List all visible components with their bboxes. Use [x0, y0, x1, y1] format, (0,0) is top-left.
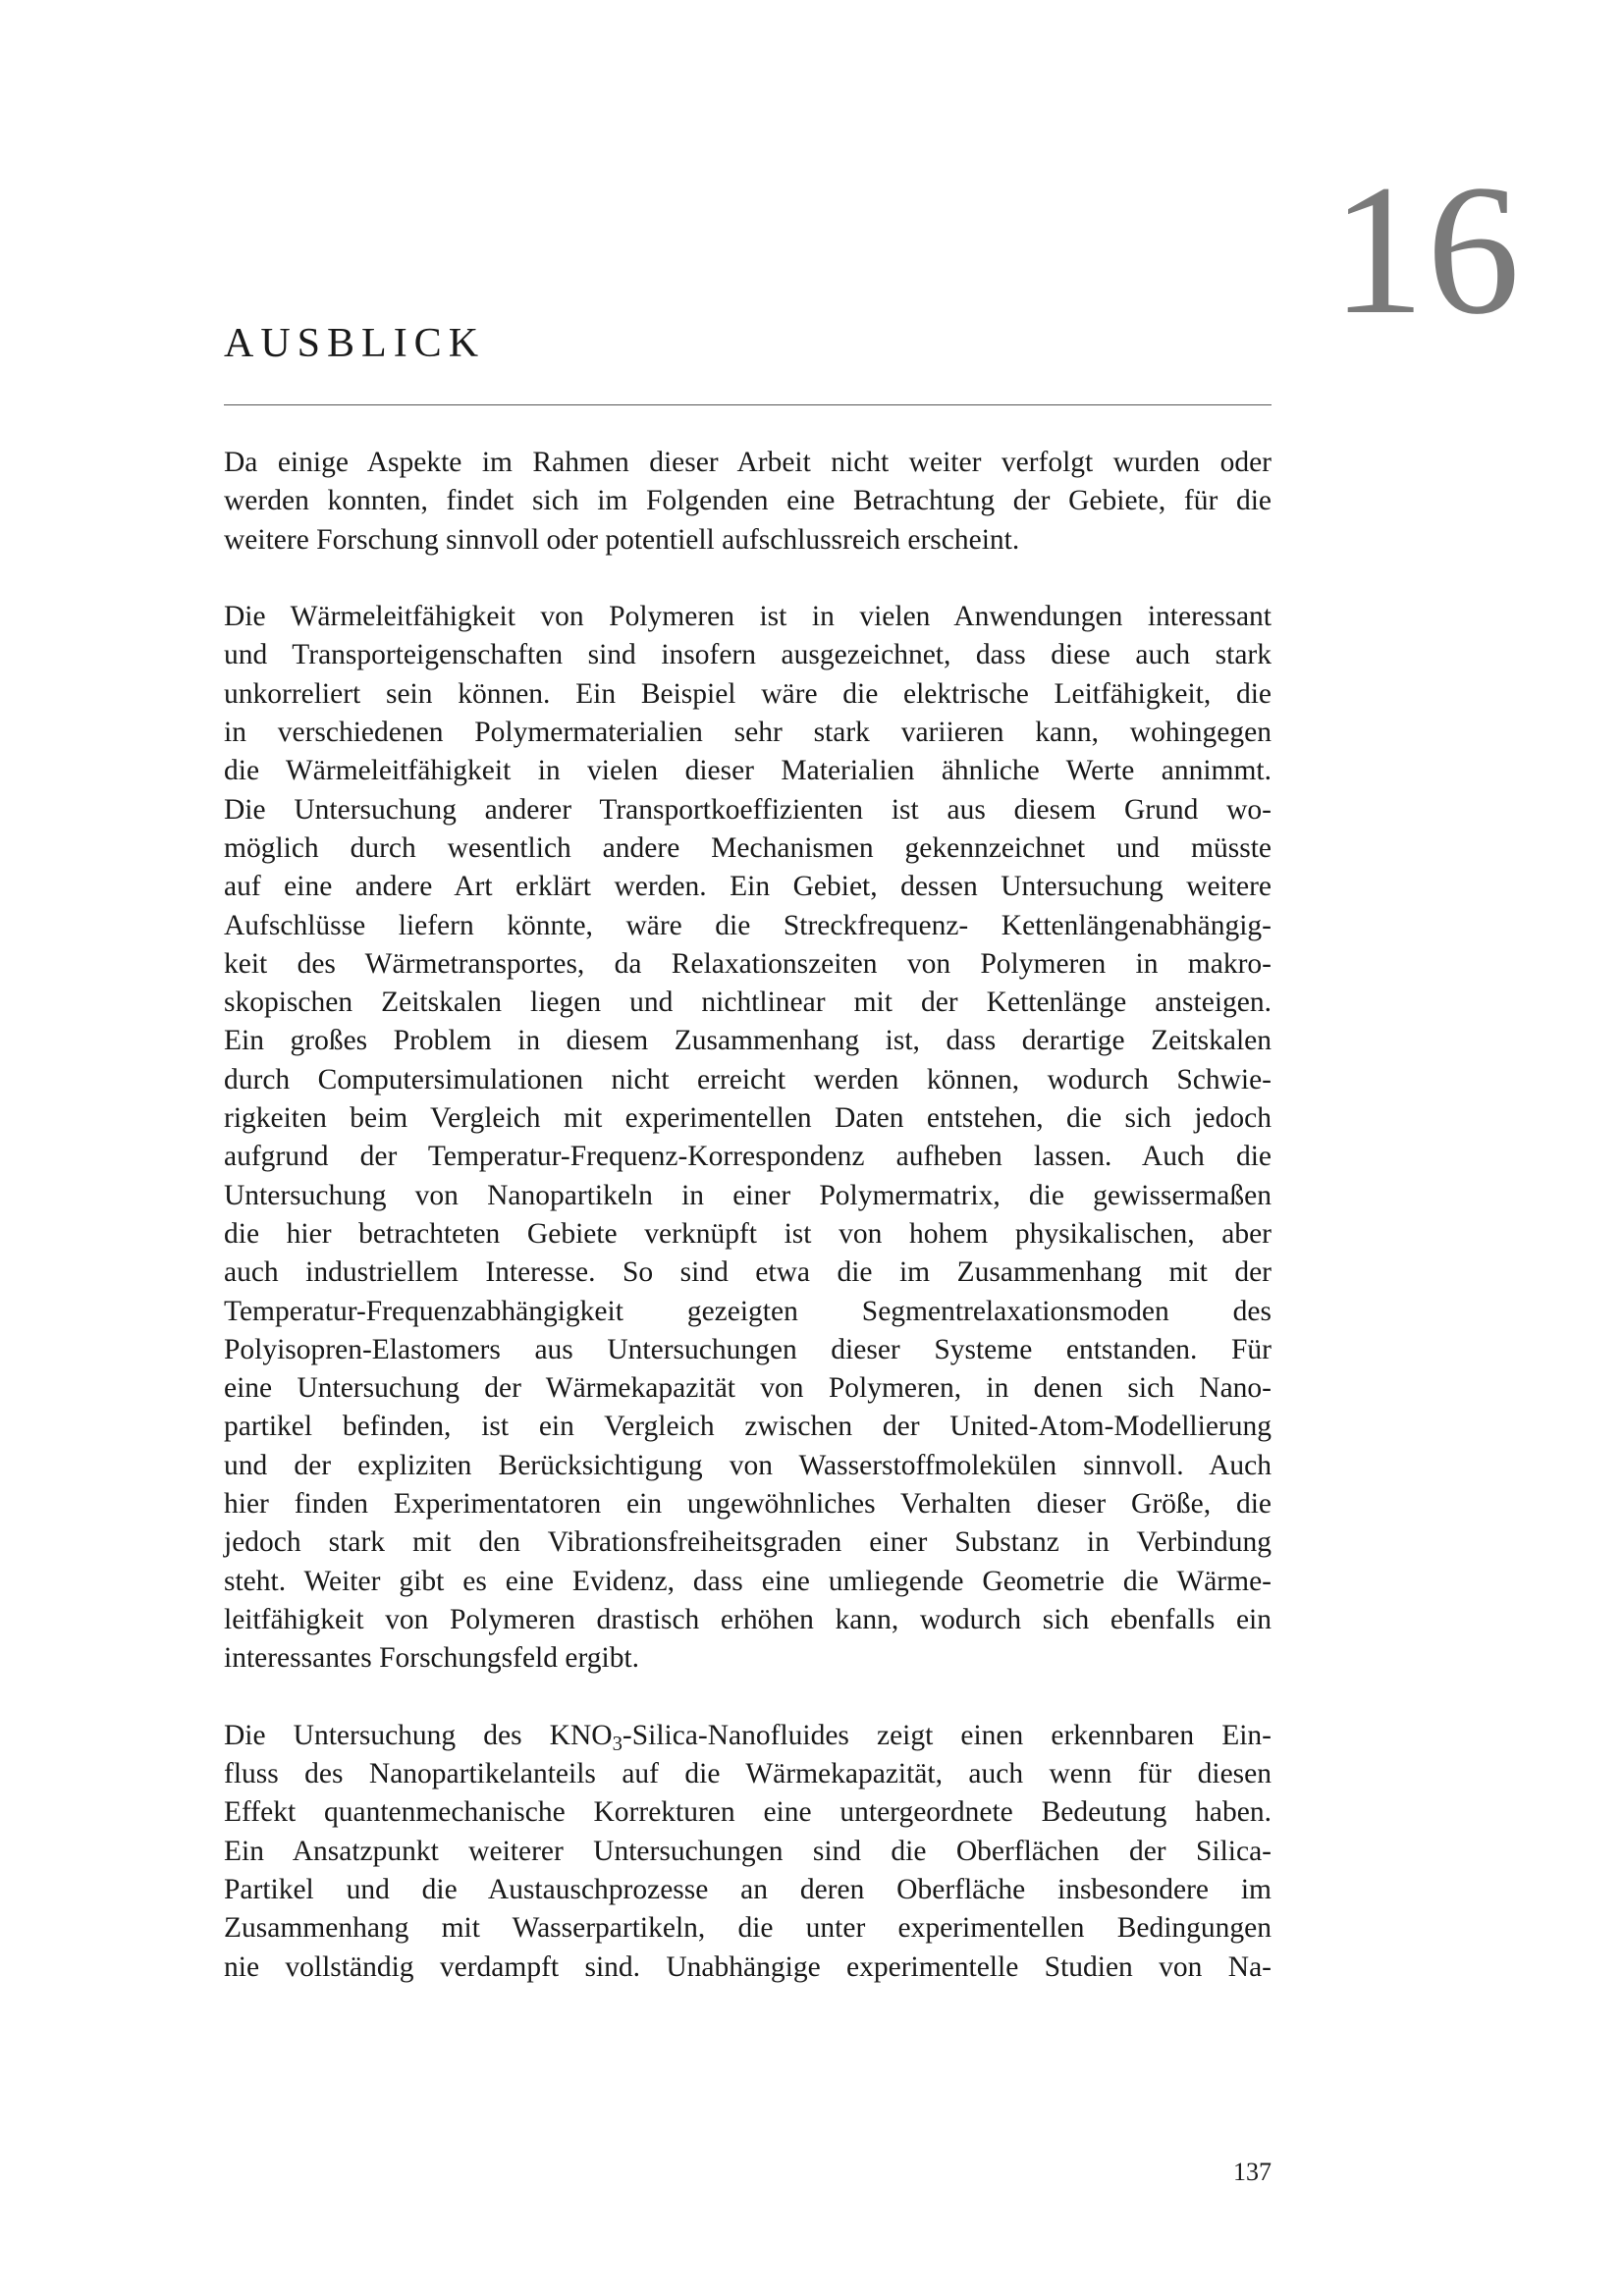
text-line: unkorreliert sein können. Ein Beispiel wäre die elektrische Leitfähigkeit, die [224, 677, 1272, 710]
text-line: werden konnten, findet sich im Folgenden eine Betrachtung der Gebiete, für die [224, 485, 1272, 517]
text-line: Untersuchung von Nanopartikeln in einer Polymermatrix, die gewissermaßen [224, 1179, 1272, 1211]
text-line: durch Computersimulationen nicht erreicht werden können, wodurch Schwie- [224, 1063, 1272, 1095]
text-line: jedoch stark mit den Vibrationsfreiheitsgraden einer Substanz in Verbindung [224, 1526, 1272, 1559]
text-line: skopischen Zeitskalen liegen und nichtlinear mit der Kettenlänge ansteigen. [224, 987, 1272, 1019]
text-line: Effekt quantenmechanische Korrekturen eine untergeordnete Bedeutung haben. [224, 1796, 1272, 1829]
text-line [224, 1717, 1272, 1755]
text-line: weitere Forschung sinnvoll oder potentiell aufschlussreich erscheint. [224, 523, 1020, 556]
text-line: auch industriellem Interesse. So sind etwa die im Zusammenhang mit der [224, 1256, 1272, 1289]
text-line: Die Wärmeleitfähigkeit von Polymeren ist in vielen Anwendungen interessant [224, 601, 1272, 633]
text-line: fluss des Nanopartikelanteils auf die Wärmekapazität, auch wenn für diesen [224, 1758, 1272, 1790]
text-line: und Transporteigenschaften sind insofern ausgezeichnet, dass diese auch stark [224, 639, 1272, 671]
text-line: Die Untersuchung anderer Transportkoeffizienten ist aus diesem Grund wo- [224, 793, 1272, 826]
text-line: rigkeiten beim Vergleich mit experimentellen Daten entstehen, die sich jedoch [224, 1102, 1272, 1135]
text-line: steht. Weiter gibt es eine Evidenz, dass eine umliegende Geometrie die Wärme- [224, 1565, 1272, 1597]
text-line: Ein Ansatzpunkt weiterer Untersuchungen sind die Oberflächen der Silica- [224, 1835, 1272, 1867]
text-line: Partikel und die Austauschprozesse an deren Oberfläche insbesondere im [224, 1873, 1272, 1905]
text-segment: Die Untersuchung des KNO [224, 1719, 613, 1751]
text-line: Da einige Aspekte im Rahmen dieser Arbeit nicht weiter verfolgt wurden oder [224, 447, 1272, 478]
text-line: auf eine andere Art erklärt werden. Ein Gebiet, dessen Untersuchung weitere [224, 871, 1272, 903]
text-line: keit des Wärmetransportes, da Relaxationszeiten von Polymeren in makro- [224, 947, 1272, 980]
paragraph-thermal-conductivity [224, 598, 1272, 1678]
paragraph-intro [224, 444, 1272, 560]
page-number: 137 [1233, 2158, 1272, 2186]
text-line: Zusammenhang mit Wasserpartikeln, die unter experimentellen Bedingungen [224, 1912, 1272, 1945]
text-line: Temperatur-Frequenzabhängigkeit gezeigten Segmentrelaxationsmoden des [224, 1295, 1272, 1327]
text-line: aufgrund der Temperatur-Frequenz-Korrespondenz aufheben lassen. Auch die [224, 1141, 1272, 1173]
chapter-number: 16 [1331, 147, 1522, 353]
text-segment: -Silica-Nanofluides zeigt einen erkennbaren Ein- [622, 1719, 1272, 1751]
text-line: partikel befinden, ist ein Vergleich zwischen der United-Atom-Modellierung [224, 1411, 1272, 1443]
text-line: Ein großes Problem in diesem Zusammenhang ist, dass derartige Zeitskalen [224, 1025, 1272, 1057]
text-line: die hier betrachteten Gebiete verknüpft ist von hohem physikalischen, aber [224, 1217, 1272, 1250]
subscript: 3 [612, 1733, 623, 1755]
paragraph-nanofluid [224, 1717, 1272, 1987]
chapter-title: AUSBLICK [224, 321, 486, 366]
chapter-body [224, 444, 1272, 2025]
text-line: hier finden Experimentatoren ein ungewöhnliches Verhalten dieser Größe, die [224, 1488, 1272, 1521]
text-line: eine Untersuchung der Wärmekapazität von Polymeren, in denen sich Nano- [224, 1372, 1272, 1405]
text-line: möglich durch wesentlich andere Mechanismen gekennzeichnet und müsste [224, 831, 1272, 864]
text-line: leitfähigkeit von Polymeren drastisch erhöhen kann, wodurch sich ebenfalls ein [224, 1603, 1272, 1635]
text-line: Polyisopren-Elastomers aus Untersuchungen dieser Systeme entstanden. Für [224, 1333, 1272, 1365]
text-line: interessantes Forschungsfeld ergibt. [224, 1642, 640, 1675]
title-divider [224, 404, 1272, 405]
text-line: in verschiedenen Polymermaterialien sehr stark variieren kann, wohingegen [224, 717, 1272, 749]
text-line: die Wärmeleitfähigkeit in vielen dieser Materialien ähnliche Werte annimmt. [224, 755, 1272, 787]
text-line: nie vollständig verdampft sind. Unabhängige experimentelle Studien von Na- [224, 1950, 1272, 1983]
text-line: Aufschlüsse liefern könnte, wäre die Streckfrequenz- Kettenlängenabhängig- [224, 909, 1272, 941]
text-line: und der expliziten Berücksichtigung von Wasserstoffmolekülen sinnvoll. Auch [224, 1449, 1272, 1481]
